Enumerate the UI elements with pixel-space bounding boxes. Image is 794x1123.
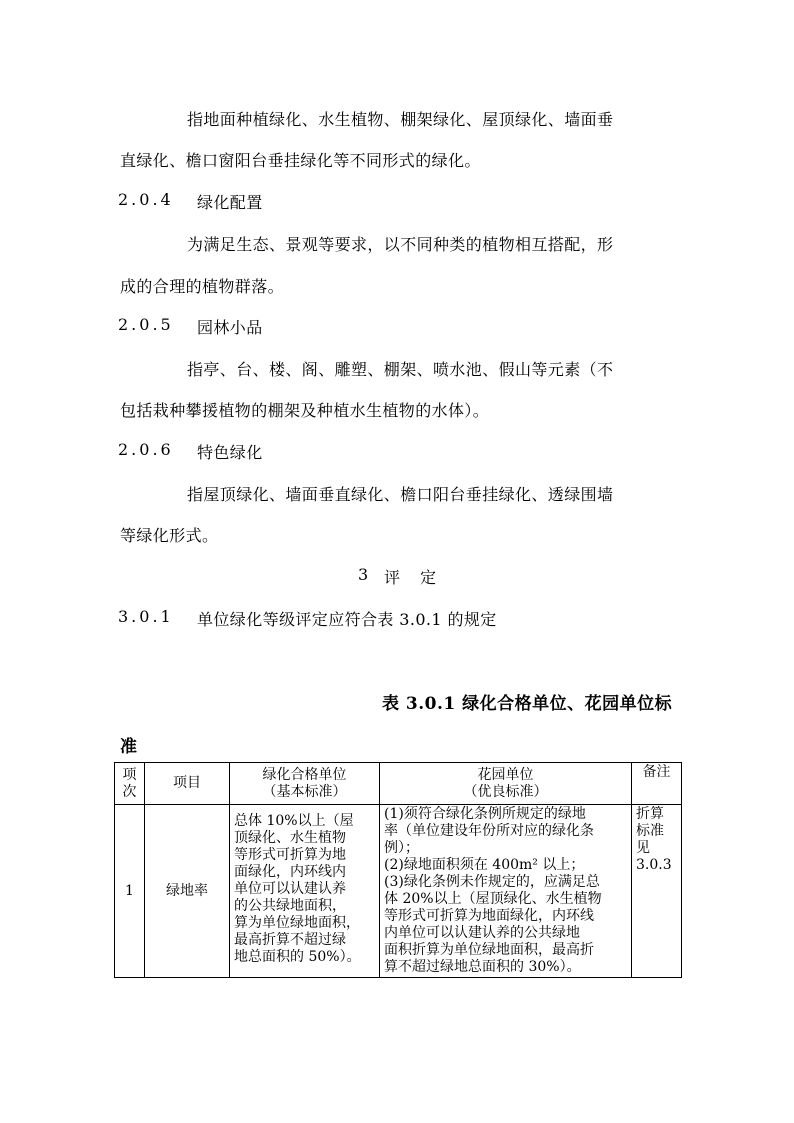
section-text: 单位绿化等级评定应符合表 3.0.1 的规定: [197, 610, 497, 629]
paragraph-line: 等绿化形式。: [120, 526, 219, 545]
cell-line: 最高折算不超过绿: [234, 932, 346, 948]
cell-line: 标准: [636, 823, 664, 839]
section-number: 2.0.4: [118, 190, 174, 209]
paragraph-line: 为满足生态、景观等要求，以不同种类的植物相互搭配，形: [187, 235, 614, 254]
section-number: 3.0.1: [118, 607, 174, 626]
header-index: [115, 763, 145, 805]
cell-line: 折算: [636, 806, 664, 822]
paragraph-line: 包括栽种攀援植物的棚架及种植水生植物的水体）。: [120, 401, 490, 420]
header-text: 花园单位: [477, 766, 534, 783]
cell-line: (1)须符合绿化条例所规定的绿地: [384, 806, 586, 822]
cell-remark: [632, 805, 682, 978]
cell-line: 率（单位建设年份所对应的绿化条: [384, 823, 594, 839]
section-title: 园林小品: [197, 318, 263, 337]
cell-line: 顶绿化、水生植物: [234, 830, 346, 846]
cell-line: 算不超过绿地总面积的 30%）。: [384, 959, 581, 975]
table-row: [115, 805, 682, 978]
header-text: （基本标准）: [262, 783, 347, 800]
cell-line: 体 20%以上（屋顶绿化、水生植物: [384, 891, 602, 907]
cell-line: 总体 10%以上（屋: [234, 813, 354, 829]
cell-line: 单位可以认建认养: [234, 881, 346, 897]
cell-text: 绿地率: [166, 882, 208, 899]
cell-line: 等形式可折算为地面绿化，内环线: [384, 908, 594, 924]
header-text: 项: [122, 766, 137, 783]
header-item: [145, 763, 230, 805]
cell-excellent-standard: [380, 805, 632, 978]
section-number: 2.0.6: [118, 440, 174, 459]
cell-line: 面绿化，内环线内: [234, 864, 346, 880]
header-basic-standard: [230, 763, 380, 805]
cell-line: 3.0.3: [636, 857, 672, 873]
cell-text: 1: [125, 882, 134, 899]
section-title: 特色绿化: [197, 443, 263, 462]
section-number: 2.0.5: [118, 315, 174, 334]
paragraph-line: 指亭、台、楼、阁、雕塑、棚架、喷水池、假山等元素（不: [187, 360, 614, 379]
standards-table: [114, 762, 682, 978]
header-text: 绿化合格单位: [262, 766, 347, 783]
paragraph-line: 指地面种植绿化、水生植物、棚架绿化、屋顶绿化、墙面垂: [187, 110, 614, 129]
cell-line: 内单位可以认建认养的公共绿地: [384, 925, 580, 941]
cell-item: [145, 805, 230, 978]
header-text: （优良标准）: [463, 783, 548, 800]
cell-line: 见: [636, 840, 650, 856]
header-remark: [632, 763, 682, 805]
cell-line: 等形式可折算为地: [234, 847, 346, 863]
cell-line: 例）；: [384, 840, 419, 856]
cell-index: [115, 805, 145, 978]
section-title: 绿化配置: [197, 193, 263, 212]
chapter-title-part: 定: [420, 568, 437, 587]
paragraph-line: 成的合理的植物群落。: [120, 277, 285, 296]
cell-basic-standard: [230, 805, 380, 978]
table-caption: 表 3.0.1 绿化合格单位、花园单位标: [382, 694, 673, 714]
paragraph-line: 直绿化、檐口窗阳台垂挂绿化等不同形式的绿化。: [120, 151, 481, 170]
header-text: 次: [122, 783, 137, 800]
header-text: 备注: [642, 764, 671, 780]
table-header-row: [115, 763, 682, 805]
cell-line: (2)绿地面积须在 400m² 以上；: [384, 857, 585, 873]
cell-line: 面积折算为单位绿地面积，最高折: [384, 942, 594, 958]
paragraph-line: 指屋顶绿化、墙面垂直绿化、檐口阳台垂挂绿化、透绿围墙: [187, 485, 614, 504]
chapter-title-part: 评: [384, 568, 401, 587]
cell-line: 的公共绿地面积，: [234, 898, 346, 914]
header-excellent-standard: [380, 763, 632, 805]
chapter-number: 3: [358, 565, 369, 584]
table-caption-continued: 准: [120, 737, 138, 757]
cell-line: (3)绿化条例未作规定的，应满足总: [384, 874, 600, 890]
cell-line: 地总面积的 50%）。: [234, 949, 361, 965]
cell-line: 算为单位绿地面积，: [234, 915, 360, 931]
header-text: 项目: [173, 775, 201, 791]
